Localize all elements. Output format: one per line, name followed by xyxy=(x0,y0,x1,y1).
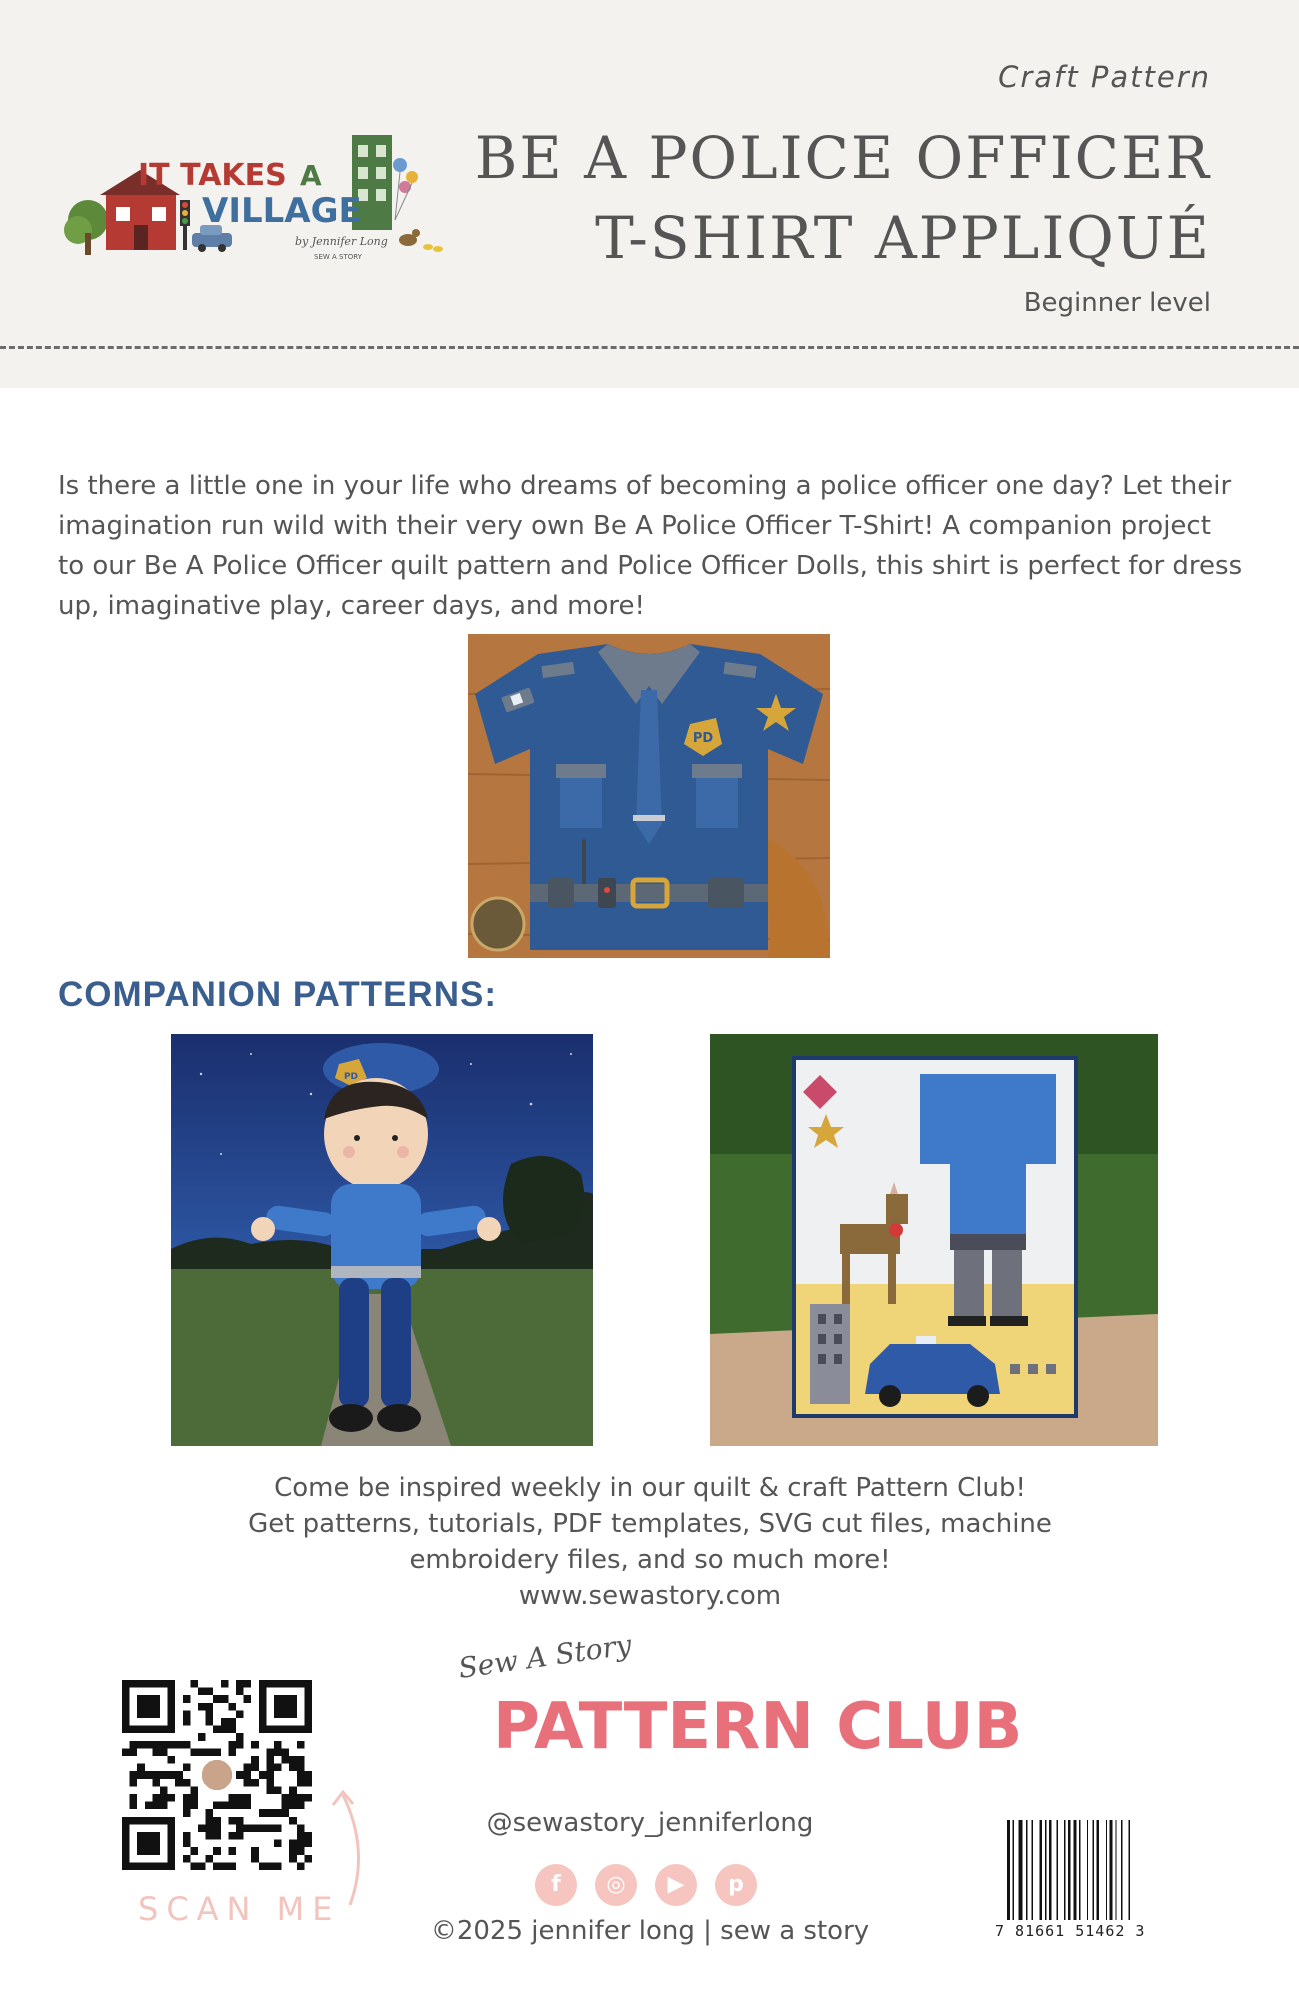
title-line-2: T-SHIRT APPLIQUÉ xyxy=(595,204,1211,272)
barcode xyxy=(1005,1820,1175,1920)
skill-level: Beginner level xyxy=(1023,288,1211,318)
club-logo-script: Sew A Story xyxy=(456,1628,634,1685)
social-handle[interactable]: @sewastory_jenniferlong xyxy=(486,1808,814,1838)
logo-word-a: A xyxy=(300,159,322,192)
page-title xyxy=(475,118,1211,278)
instagram-icon[interactable]: ◎ xyxy=(595,1864,637,1906)
scan-me-label: SCAN ME xyxy=(138,1890,341,1928)
doll-badge-text: PD xyxy=(343,1072,359,1082)
shirt-badge-text: PD xyxy=(692,731,714,746)
logo-word-village: VILLAGE xyxy=(202,191,362,231)
logo-brand: SEW A STORY xyxy=(314,253,362,261)
club-line-3: embroidery files, and so much more! xyxy=(409,1545,891,1575)
police-quilt-photo xyxy=(710,1034,1158,1446)
companion-patterns-heading: COMPANION PATTERNS: xyxy=(58,975,497,1014)
intro-paragraph: Is there a little one in your life who dreams of becoming a police officer one day? Let their imagination run wild with their very own Be A Police Officer T-Shirt! A companion project to our Be A Police Officer quilt pattern and Police Officer Dolls, this shirt is perfect for dress up, imaginative play, career days, and more! xyxy=(58,471,1243,621)
website-link[interactable]: www.sewastory.com xyxy=(518,1581,782,1611)
pinterest-icon[interactable]: p xyxy=(715,1864,757,1906)
club-line-2: Get patterns, tutorials, PDF templates, SVG cut files, machine xyxy=(248,1509,1052,1539)
logo-by-line: by Jennifer Long xyxy=(295,235,388,248)
barcode-number: 7 81661 51462 3 xyxy=(995,1922,1146,1940)
club-logo-main: PATTERN CLUB xyxy=(493,1690,1023,1764)
club-line-1: Come be inspired weekly in our quilt & craft Pattern Club! xyxy=(274,1473,1026,1503)
facebook-icon[interactable]: f xyxy=(535,1864,577,1906)
logo-word-it-takes: IT TAKES xyxy=(138,158,287,193)
copyright: ©2025 jennifer long | sew a story xyxy=(430,1916,870,1946)
pattern-club-logo xyxy=(455,1628,1023,1764)
social-icons xyxy=(535,1864,775,1908)
tshirt-photo xyxy=(468,634,830,958)
qr-code[interactable] xyxy=(122,1680,312,1870)
police-doll-photo xyxy=(171,1034,593,1446)
category-label: Craft Pattern xyxy=(998,60,1211,94)
it-takes-a-village-logo xyxy=(60,125,450,275)
pattern-club-description xyxy=(200,1470,1100,1614)
title-line-1: BE A POLICE OFFICER xyxy=(474,124,1211,192)
dashed-divider xyxy=(0,346,1299,349)
youtube-icon[interactable]: ▶ xyxy=(655,1864,697,1906)
